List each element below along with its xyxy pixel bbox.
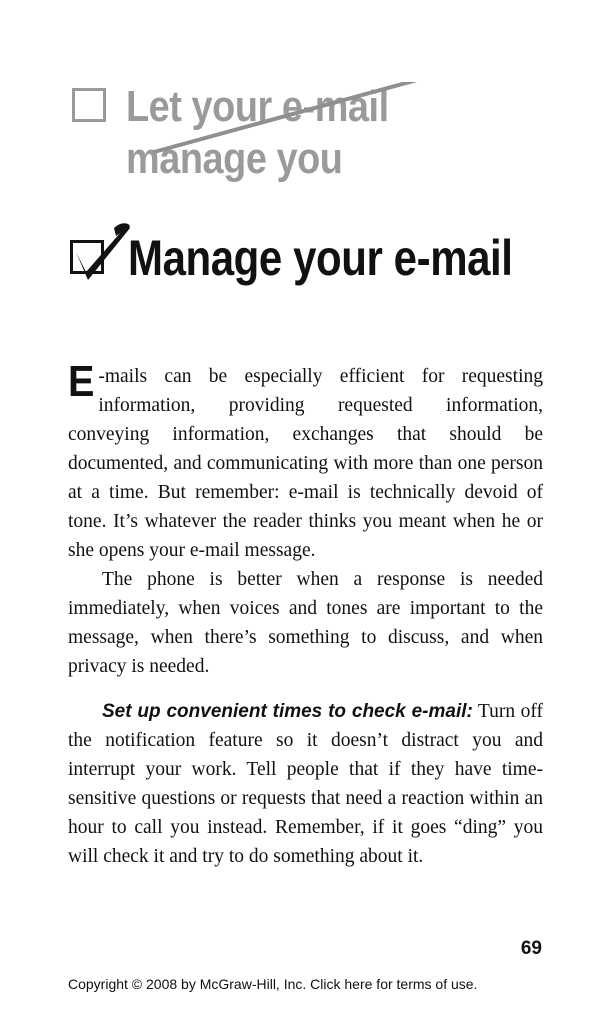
drop-cap: E xyxy=(68,357,95,406)
body-text xyxy=(68,357,543,871)
paragraph-1 xyxy=(68,357,543,565)
checked-heading xyxy=(70,222,550,292)
crossed-out-heading-line2: manage you xyxy=(126,134,343,183)
crossed-out-heading-line1: Let your e-mail xyxy=(126,82,389,131)
copyright-link[interactable]: Copyright © 2008 by McGraw-Hill, Inc. Click here for terms of use. xyxy=(68,976,478,992)
paragraph-3-lead: Set up convenient times to check e-mail: xyxy=(102,701,473,722)
checked-heading-title: Manage your e-mail xyxy=(128,230,513,286)
paragraph-3-text: Turn off the notification feature so it doesn’t distract you and interrupt your work. Tell people that if they have time-sensitive questions or requests that need a reaction within an hour to call you instead. Remember, if it goes “ding” you will check it and try to do something about it. xyxy=(68,701,543,867)
strikethrough-line-icon xyxy=(70,82,540,192)
crossed-out-heading xyxy=(70,82,540,192)
page-number: 69 xyxy=(520,938,542,959)
paragraph-2: The phone is better when a response is needed immediately, when voices and tones are important to the message, when there’s something to discuss, and when privacy is needed. xyxy=(68,569,543,677)
checkmark-icon xyxy=(70,222,130,292)
paragraph-3 xyxy=(68,697,543,871)
paragraph-1-text: -mails can be especially efficient for requesting information, providing requested information, conveying information, exchanges that should be documented, and communicating with more than one person at a time. But remember: e-mail is technically devoid of tone. It’s whatever the reader thinks you meant when he or she opens your e-mail message. xyxy=(68,366,543,561)
